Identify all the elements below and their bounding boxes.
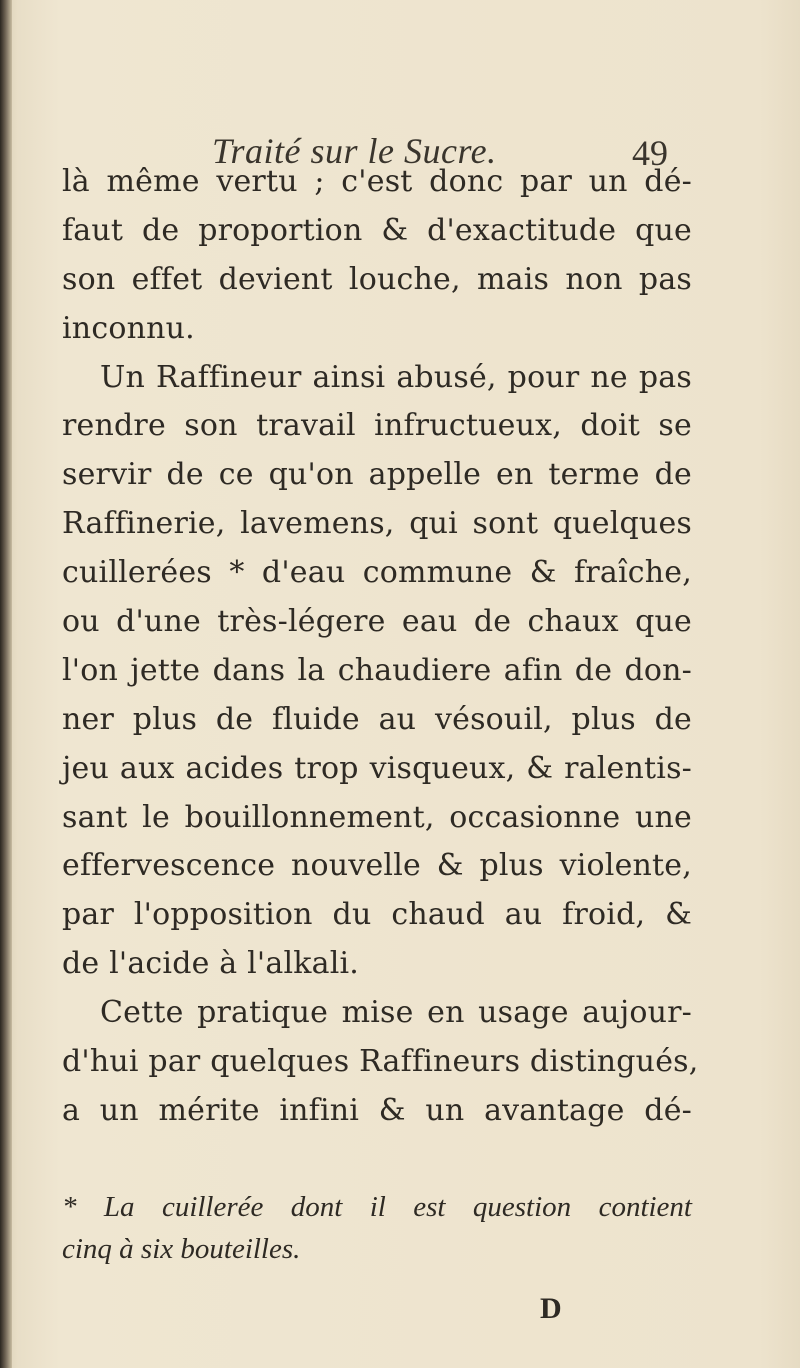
text-line: sant le bouillonnement, occasionne une <box>62 799 692 835</box>
text-line: de l'acide à l'alkali. <box>62 946 360 982</box>
text-line: effervescence nouvelle & plus violente, <box>62 848 692 884</box>
text-line: jeu aux acides trop visqueux, & ralentis- <box>62 750 692 786</box>
text-line: l'on jette dans la chaudiere afin de don- <box>62 652 692 688</box>
text-line: ner plus de fluide au vésouil, plus de <box>62 701 692 737</box>
text-line: son effet devient louche, mais non pas <box>62 261 692 297</box>
body-text <box>62 158 699 1136</box>
text-line: par l'opposition du chaud au froid, & <box>62 897 692 933</box>
text-line: faut de proportion & d'exactitude que <box>62 212 692 248</box>
text-line: a un mérite infini & un avantage dé- <box>62 1092 692 1128</box>
text-line: rendre son travail infructueux, doit se <box>62 408 692 444</box>
footnote-line: cinq à six bouteilles. <box>62 1233 301 1265</box>
text-line: inconnu. <box>62 310 195 346</box>
signature-mark: D <box>540 1292 562 1325</box>
page-gutter <box>0 0 12 1368</box>
text-line: là même vertu ; c'est donc par un dé- <box>62 164 692 199</box>
page-number: 49 <box>632 133 668 173</box>
text-line: servir de ce qu'on appelle en terme de <box>62 457 692 493</box>
text-line: Cette pratique mise en usage aujour- <box>100 995 692 1031</box>
footnote-line: * La cuillerée dont il est question contient <box>62 1191 692 1223</box>
text-line: Raffinerie, lavemens, qui sont quelques <box>62 506 692 542</box>
text-line: d'hui par quelques Raffineurs distingués, <box>62 1044 699 1080</box>
running-title: Traité sur le Sucre. <box>212 131 497 171</box>
text-line: Un Raffineur ainsi abusé, pour ne pas <box>100 359 692 395</box>
text-line: cuillerées * d'eau commune & fraîche, <box>62 555 692 591</box>
footnote <box>62 1186 692 1270</box>
text-line: ou d'une très-légere eau de chaux que <box>62 604 692 640</box>
